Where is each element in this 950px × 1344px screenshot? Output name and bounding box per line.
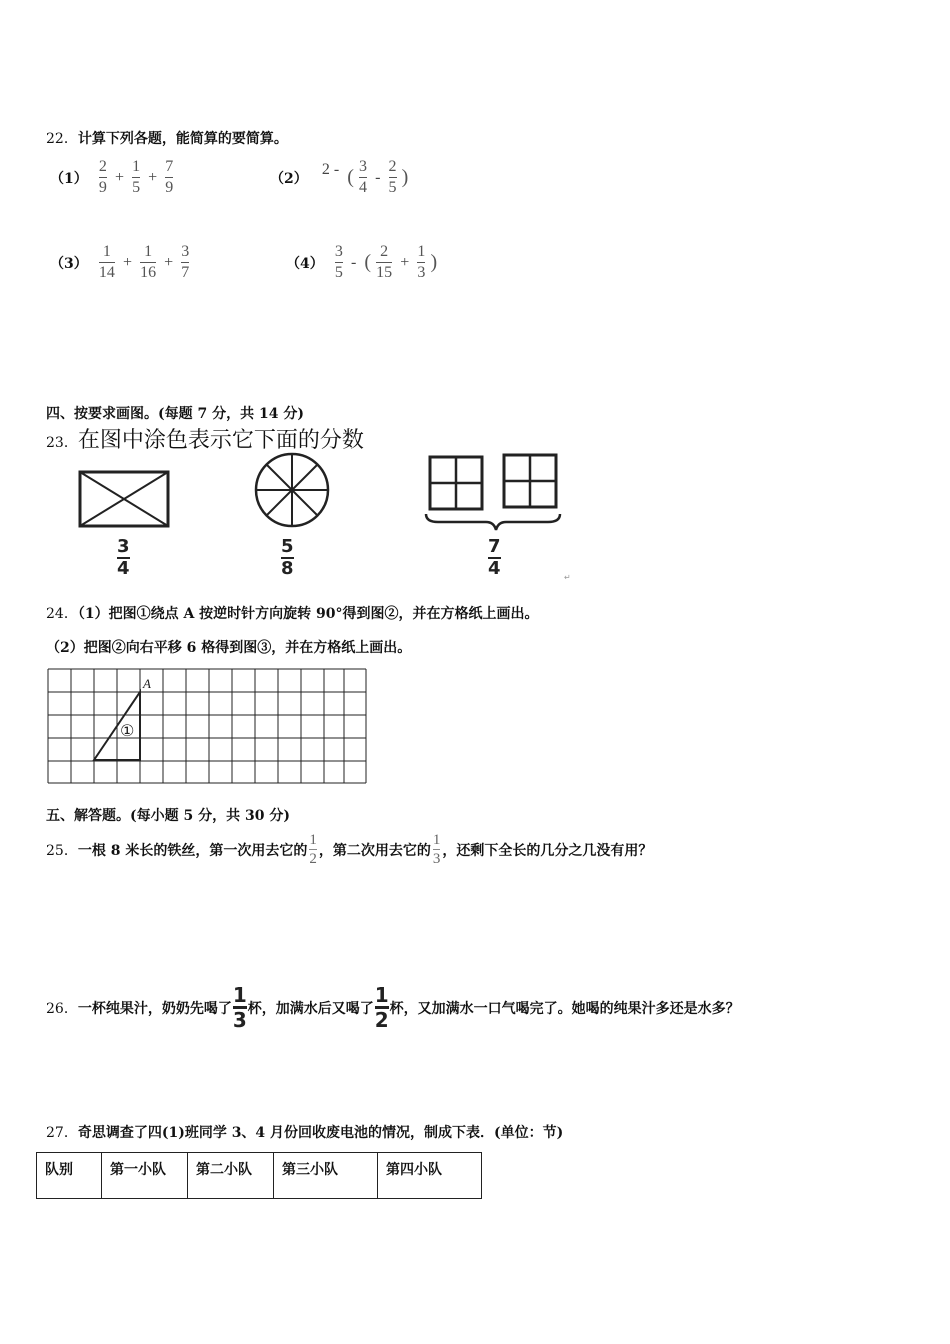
open-paren: ( [364,251,372,273]
q23-number: 23． [46,435,78,451]
table-header-cell: 第一小队 [102,1153,188,1199]
q26 [46,985,740,1030]
svg-text:↵: ↵ [564,573,571,582]
fraction: $\frac{2}{5}$ [388,158,397,196]
q23-text: 在图中涂色表示它下面的分数 [77,428,364,453]
open-paren: ( [347,166,354,188]
fraction: $\frac{3}{5}$ [334,243,343,281]
q22-item-4 [286,243,437,282]
circle-figure [256,454,328,526]
operator: + [122,253,132,271]
q26-text-c: 杯，又加满水一口气喝完了。她喝的纯果汁多还是水多？ [389,1000,740,1017]
item-label: （3） [50,255,88,272]
q25-text-a: 一根 8 米长的铁丝，第一次用去它的 [77,842,308,859]
fraction: $\frac{1}{16}$ [140,243,157,281]
q23-fraction-2: $\frac{5}{8}$ [281,536,294,579]
operator: + [148,168,158,186]
fraction: $\frac{3}{7}$ [181,243,190,281]
operator: + [400,253,410,271]
q22-heading [46,128,288,148]
q23-fraction-1: $\frac{3}{4}$ [117,536,130,579]
q26-number: 26． [46,1000,78,1017]
operator: + [164,253,174,271]
q23-fraction-3: $\frac{7}{4}$ [488,536,501,579]
fraction: $\frac{1}{14}$ [98,243,115,281]
q27-text: 奇思调查了四(1)班同学 3、4 月份回收废电池的情况，制成下表．(单位：节) [77,1125,564,1141]
fraction: $\frac{1}{3}$ [417,243,426,281]
q27-table [36,1152,482,1199]
q24-part1-text: （1）把图①绕点 A 按逆时针方向旋转 90°得到图②，并在方格纸上画出。 [77,606,539,622]
item-label: （1） [50,170,88,187]
q26-text-b: 杯，加满水后又喝了 [247,1000,374,1017]
section5-title: 五、解答题。(每小题 5 分，共 30 分) [46,808,290,824]
squares-figure [426,455,560,530]
q27-number: 27． [46,1125,78,1141]
q24-part1 [46,603,539,623]
q26-fraction-1: 1 3 [232,983,247,1032]
shape-1-label: ① [120,721,135,740]
fraction: $\frac{2}{9}$ [98,158,107,196]
rectangle-figure [80,472,168,526]
fraction: $\frac{2}{15}$ [376,243,393,281]
operator: + [114,168,124,186]
q25-fraction-2: 1 3 [432,832,441,867]
q25-text-b: ，第二次用去它的 [318,842,431,859]
fraction: $\frac{3}{4}$ [359,158,368,196]
fraction: $\frac{7}{9}$ [165,158,174,196]
close-paren: ) [401,166,409,188]
table-header-cell: 第三小队 [274,1153,378,1199]
section4-title: 四、按要求画图。(每题 7 分，共 14 分) [46,406,304,422]
q25-fraction-1: 1 2 [309,832,317,867]
q22-item-3 [50,243,189,282]
q27-heading [46,1122,563,1142]
table-header-cell: 第四小队 [378,1153,482,1199]
item-label: （2） [270,170,308,187]
q25 [46,832,652,867]
q22-item-2 [270,158,408,197]
q24-grid[interactable] [46,668,370,786]
q25-number: 25． [46,842,78,859]
fraction: $\frac{1}{5}$ [132,158,141,196]
grid-lines [48,669,366,783]
q22-item-1 [50,158,173,197]
operator: - [350,253,357,271]
q26-fraction-2: 1 2 [374,983,389,1032]
table-header-cell: 第二小队 [188,1153,274,1199]
table-row [37,1153,482,1199]
point-a-label: A [143,676,151,691]
close-paren: ) [430,251,438,273]
q22-number: 22． [46,131,78,147]
q24-number: 24． [46,606,78,622]
q25-text-c: ，还剩下全长的几分之几没有用？ [442,842,653,859]
q26-text-a: 一杯纯果汁，奶奶先喝了 [77,1000,232,1017]
table-header-cell: 队别 [37,1153,102,1199]
q24-part2: （2）把图②向右平移 6 格得到图③，并在方格纸上画出。 [46,640,412,656]
operator: - [375,168,381,186]
item-label: （4） [286,255,324,272]
q22-text: 计算下列各题，能简算的要简算。 [77,131,288,147]
expression-lead: 2 - [321,160,340,178]
